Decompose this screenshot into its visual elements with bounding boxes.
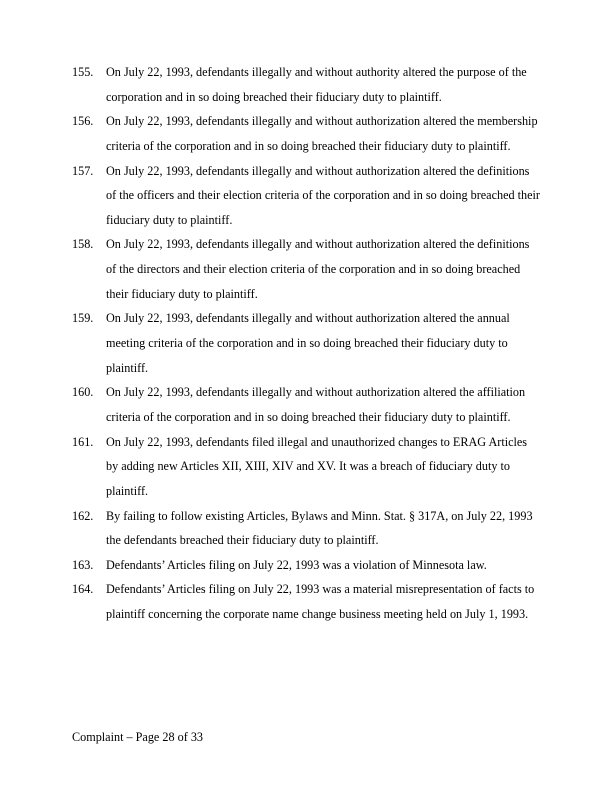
paragraph-number: 157. bbox=[72, 163, 94, 178]
list-item bbox=[72, 430, 540, 504]
paragraph-text: On July 22, 1993, defendants illegally and without authorization altered the affiliation criteria of the corporation and in so doing breached their fiduciary duty to plaintiff. bbox=[106, 385, 526, 424]
list-item bbox=[72, 60, 540, 109]
paragraph-number: 161. bbox=[72, 434, 94, 449]
paragraph-text: On July 22, 1993, defendants illegally and without authorization altered the membership criteria of the corporation and in so doing breached their fiduciary duty to plaintiff. bbox=[106, 114, 538, 153]
list-item bbox=[72, 232, 540, 306]
paragraph-text: Defendants’ Articles filing on July 22, 1993 was a material misrepresentation of facts to plaintiff concerning the corporate name change business meeting held on July 1, 1993. bbox=[106, 582, 535, 622]
list-item bbox=[72, 380, 540, 429]
paragraph-text: On July 22, 1993, defendants filed illegal and unauthorized changes to ERAG Articles by adding new Articles XII, XIII, XIV and XV. It was a breach of fiduciary duty to plaintiff. bbox=[106, 434, 528, 498]
paragraph-number: 156. bbox=[72, 114, 94, 129]
paragraph-text: On July 22, 1993, defendants illegally and without authorization altered the definitions of the officers and their election criteria of the corporation and in so doing breached their fiduciary duty to plaintiff. bbox=[106, 163, 540, 227]
list-item bbox=[72, 577, 540, 626]
page-footer: Complaint – Page 28 of 33 bbox=[72, 729, 204, 744]
paragraph-text: Defendants’ Articles filing on July 22, 1993 was a violation of Minnesota law. bbox=[106, 557, 487, 572]
list-item bbox=[72, 109, 540, 158]
paragraph-number: 163. bbox=[72, 557, 94, 572]
numbered-paragraph-list bbox=[72, 60, 540, 627]
paragraph-number: 164. bbox=[72, 582, 94, 597]
list-item bbox=[72, 159, 540, 233]
paragraph-text: On July 22, 1993, defendants illegally and without authority altered the purpose of the corporation and in so doing breached their fiduciary duty to plaintiff. bbox=[106, 65, 527, 104]
paragraph-number: 159. bbox=[72, 311, 94, 326]
paragraph-number: 160. bbox=[72, 385, 94, 400]
paragraph-number: 158. bbox=[72, 237, 94, 252]
list-item bbox=[72, 504, 540, 553]
list-item bbox=[72, 553, 540, 578]
paragraph-number: 155. bbox=[72, 65, 94, 79]
paragraph-text: On July 22, 1993, defendants illegally and without authorization altered the definitions of the directors and their election criteria of the corporation and in so doing breached their fiduciary duty to plaintiff. bbox=[106, 237, 530, 301]
paragraph-number: 162. bbox=[72, 508, 94, 523]
list-item bbox=[72, 306, 540, 380]
paragraph-text: By failing to follow existing Articles, Bylaws and Minn. Stat. § 317A, on July 22, 1993 the defendants breached their fiduciary duty to plaintiff. bbox=[106, 508, 533, 548]
paragraph-text: On July 22, 1993, defendants illegally and without authorization altered the annual meeting criteria of the corporation and in so doing breached their fiduciary duty to plaintiff. bbox=[106, 311, 510, 375]
